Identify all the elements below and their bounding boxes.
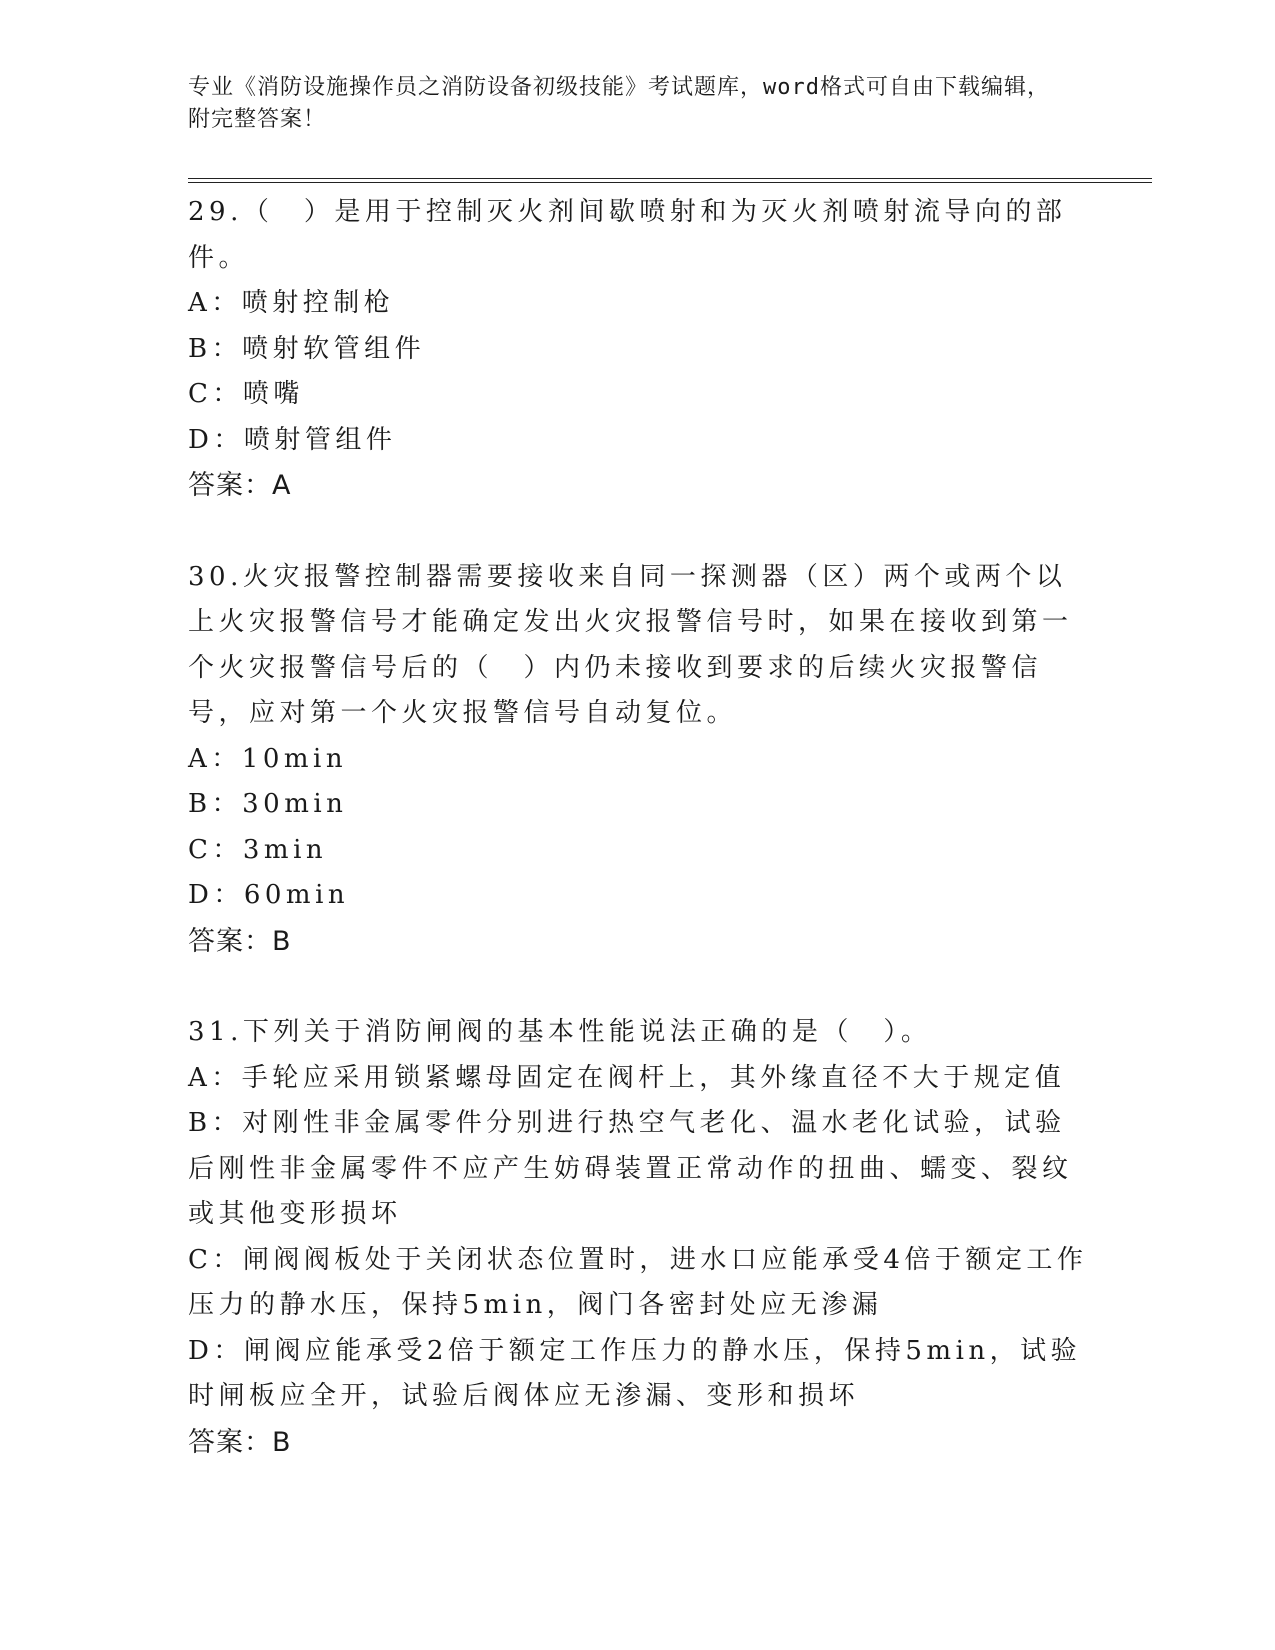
option-b: B：喷射软管组件 [188, 333, 426, 364]
option-d: D：喷射管组件 [188, 424, 397, 455]
option-a: A：喷射控制枪 [188, 288, 395, 318]
option-c: C：闸阀阀板处于关闭状态位置时，进水口应能承受4倍于额定工作压力的静水压，保持5min，阀门各密封处应无渗漏 [188, 1244, 1088, 1320]
header-divider [188, 178, 1152, 183]
answer-label: 答案：B [188, 925, 292, 957]
question-31 [188, 1010, 1088, 1465]
option-b: B：对刚性非金属零件分别进行热空气老化、温水老化试验，试验后刚性非金属零件不应产生妨碍装置正常动作的扭曲、蠕变、裂纹或其他变形损坏 [188, 1108, 1073, 1229]
document-header: 专业《消防设施操作员之消防设备初级技能》考试题库，word格式可自由下载编辑，附完整答案！ [188, 75, 1050, 132]
option-a: A：10min [188, 743, 348, 774]
question-stem: 30.火灾报警控制器需要接收来自同一探测器（区）两个或两个以上火灾报警信号才能确定发出火灾报警信号时，如果在接收到第一个火灾报警信号后的（ ）内仍未接收到要求的后续火灾报警信号，应对第一个火灾报警信号自动复位。 [188, 561, 1073, 728]
question-29 [188, 190, 1088, 509]
question-30 [188, 555, 1088, 965]
question-list [188, 190, 1088, 1511]
option-d: D：60min [188, 880, 350, 910]
option-b: B：30min [188, 789, 348, 819]
option-c: C：喷嘴 [188, 379, 304, 409]
answer-label: 答案：A [188, 470, 292, 501]
question-stem: 31.下列关于消防闸阀的基本性能说法正确的是（ ）。 [188, 1017, 932, 1047]
answer-label: 答案：B [188, 1426, 292, 1458]
option-a: A：手轮应采用锁紧螺母固定在阀杆上，其外缘直径不大于规定值 [188, 1062, 1066, 1093]
option-c: C：3min [188, 834, 328, 865]
question-stem: 29.（ ）是用于控制灭火剂间歇喷射和为灭火剂喷射流导向的部件。 [188, 197, 1067, 273]
option-d: D：闸阀应能承受2倍于额定工作压力的静水压，保持5min，试验时闸板应全开，试验后阀体应无渗漏、变形和损坏 [188, 1335, 1082, 1411]
